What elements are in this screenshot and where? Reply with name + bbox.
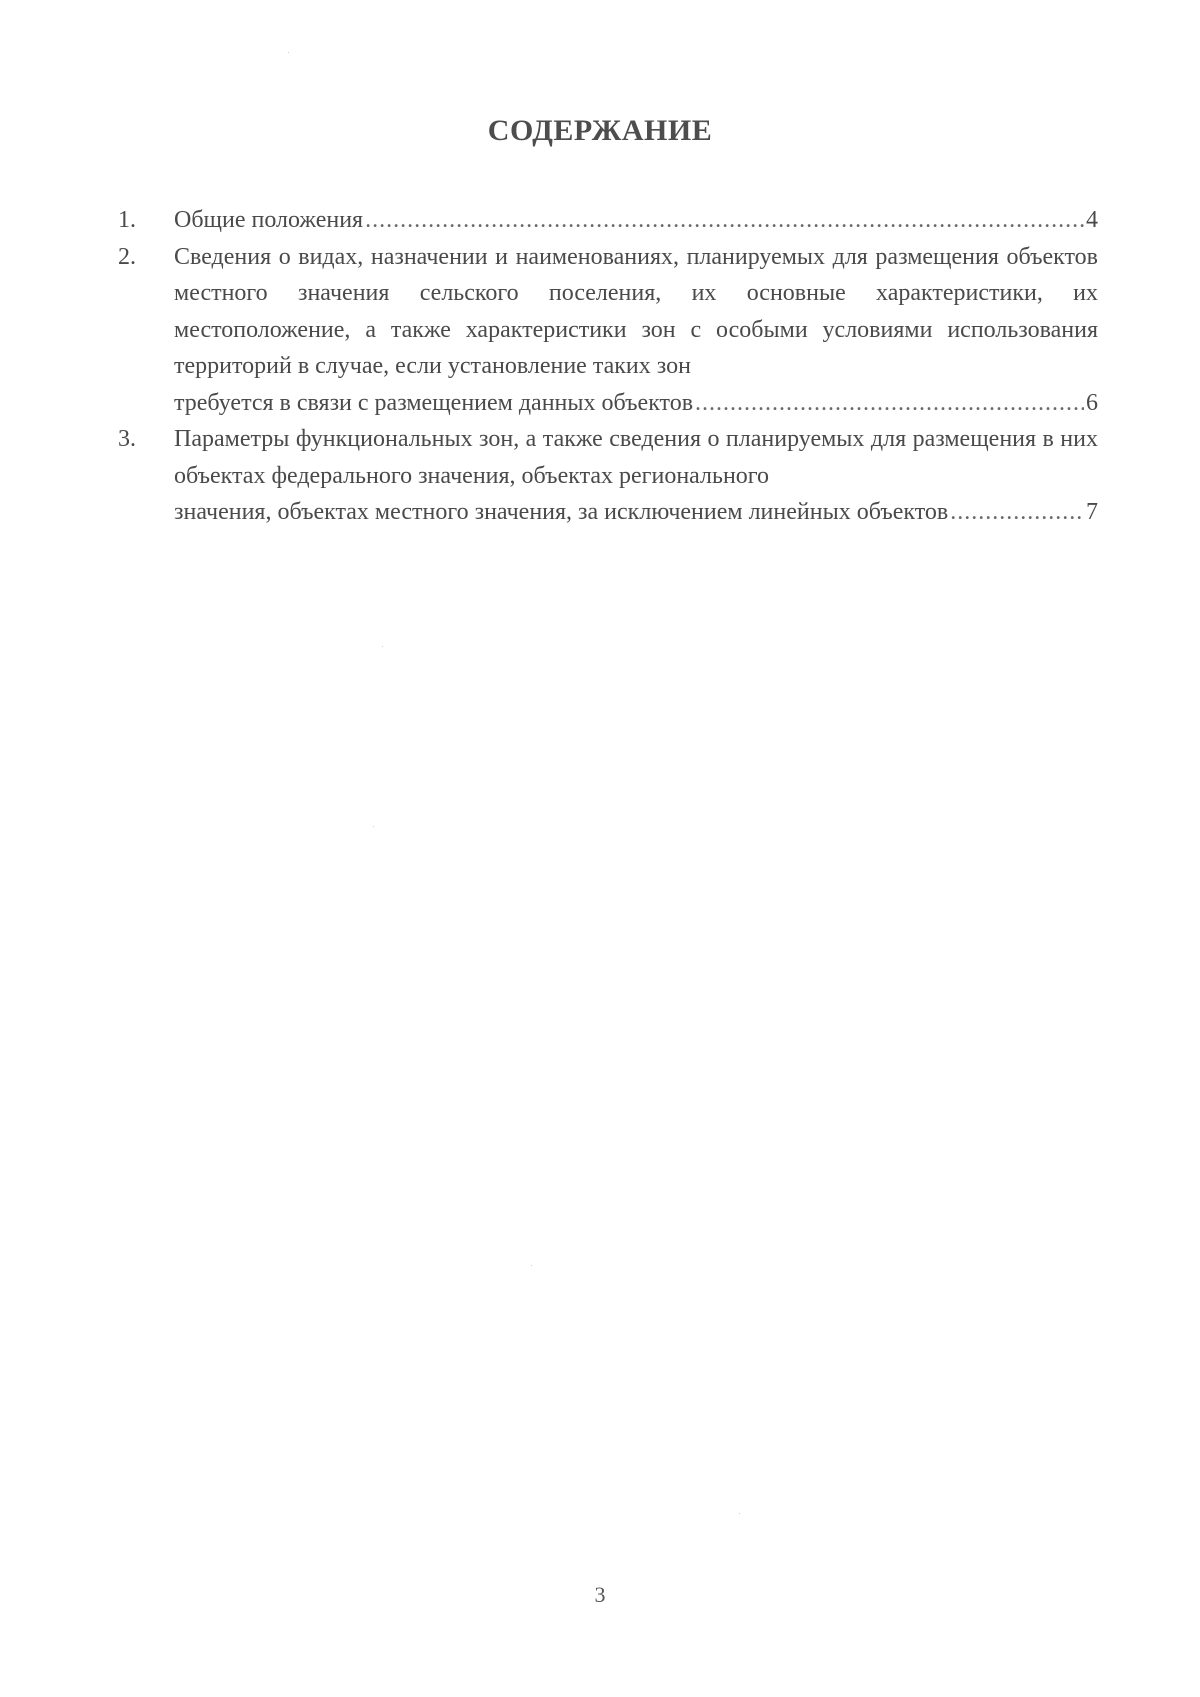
toc-item-1[interactable]	[118, 202, 1098, 239]
toc-entry-line	[174, 385, 1098, 422]
table-of-contents	[118, 202, 1098, 531]
toc-item-number: 2.	[118, 243, 136, 270]
toc-page-ref: 4	[1086, 207, 1098, 233]
scan-speck	[382, 646, 383, 647]
toc-entry-line	[174, 494, 1098, 531]
page-number: 3	[594, 1582, 606, 1607]
scan-speck	[739, 1513, 740, 1514]
toc-leader-dots	[365, 202, 1084, 239]
toc-leader-dots	[950, 494, 1084, 531]
toc-page-ref: 7	[1086, 499, 1098, 525]
scan-speck	[373, 826, 374, 827]
toc-item-number: 3.	[118, 426, 136, 452]
toc-item-3[interactable]	[118, 421, 1098, 531]
toc-item-title: Параметры функциональных зон, а также сведения о планируемых для размещения в них объектах федерального значения, объектах регионального	[174, 426, 1098, 489]
toc-item-title-end: значения, объектах местного значения, за исключением линейных объектов	[174, 499, 949, 525]
toc-page-ref: 6	[1086, 389, 1098, 416]
toc-item-title-end: требуется в связи с размещением данных объектов	[174, 389, 694, 416]
toc-entry-line	[174, 202, 1098, 239]
scan-speck	[531, 1265, 532, 1266]
scan-speck	[288, 52, 289, 53]
toc-item-2[interactable]	[118, 239, 1098, 422]
toc-item-title: Сведения о видах, назначении и наименованиях, планируемых для размещения объектов местного значения сельского поселения, их основные характеристики, их местоположение, а также характеристики зон с особыми условиями использования территорий в случае, если установление таких зон	[174, 243, 1098, 379]
toc-item-title: Общие положения	[174, 207, 364, 233]
toc-item-number: 1.	[118, 207, 136, 233]
page-title: СОДЕРЖАНИЕ	[487, 114, 713, 147]
toc-leader-dots	[695, 385, 1084, 422]
